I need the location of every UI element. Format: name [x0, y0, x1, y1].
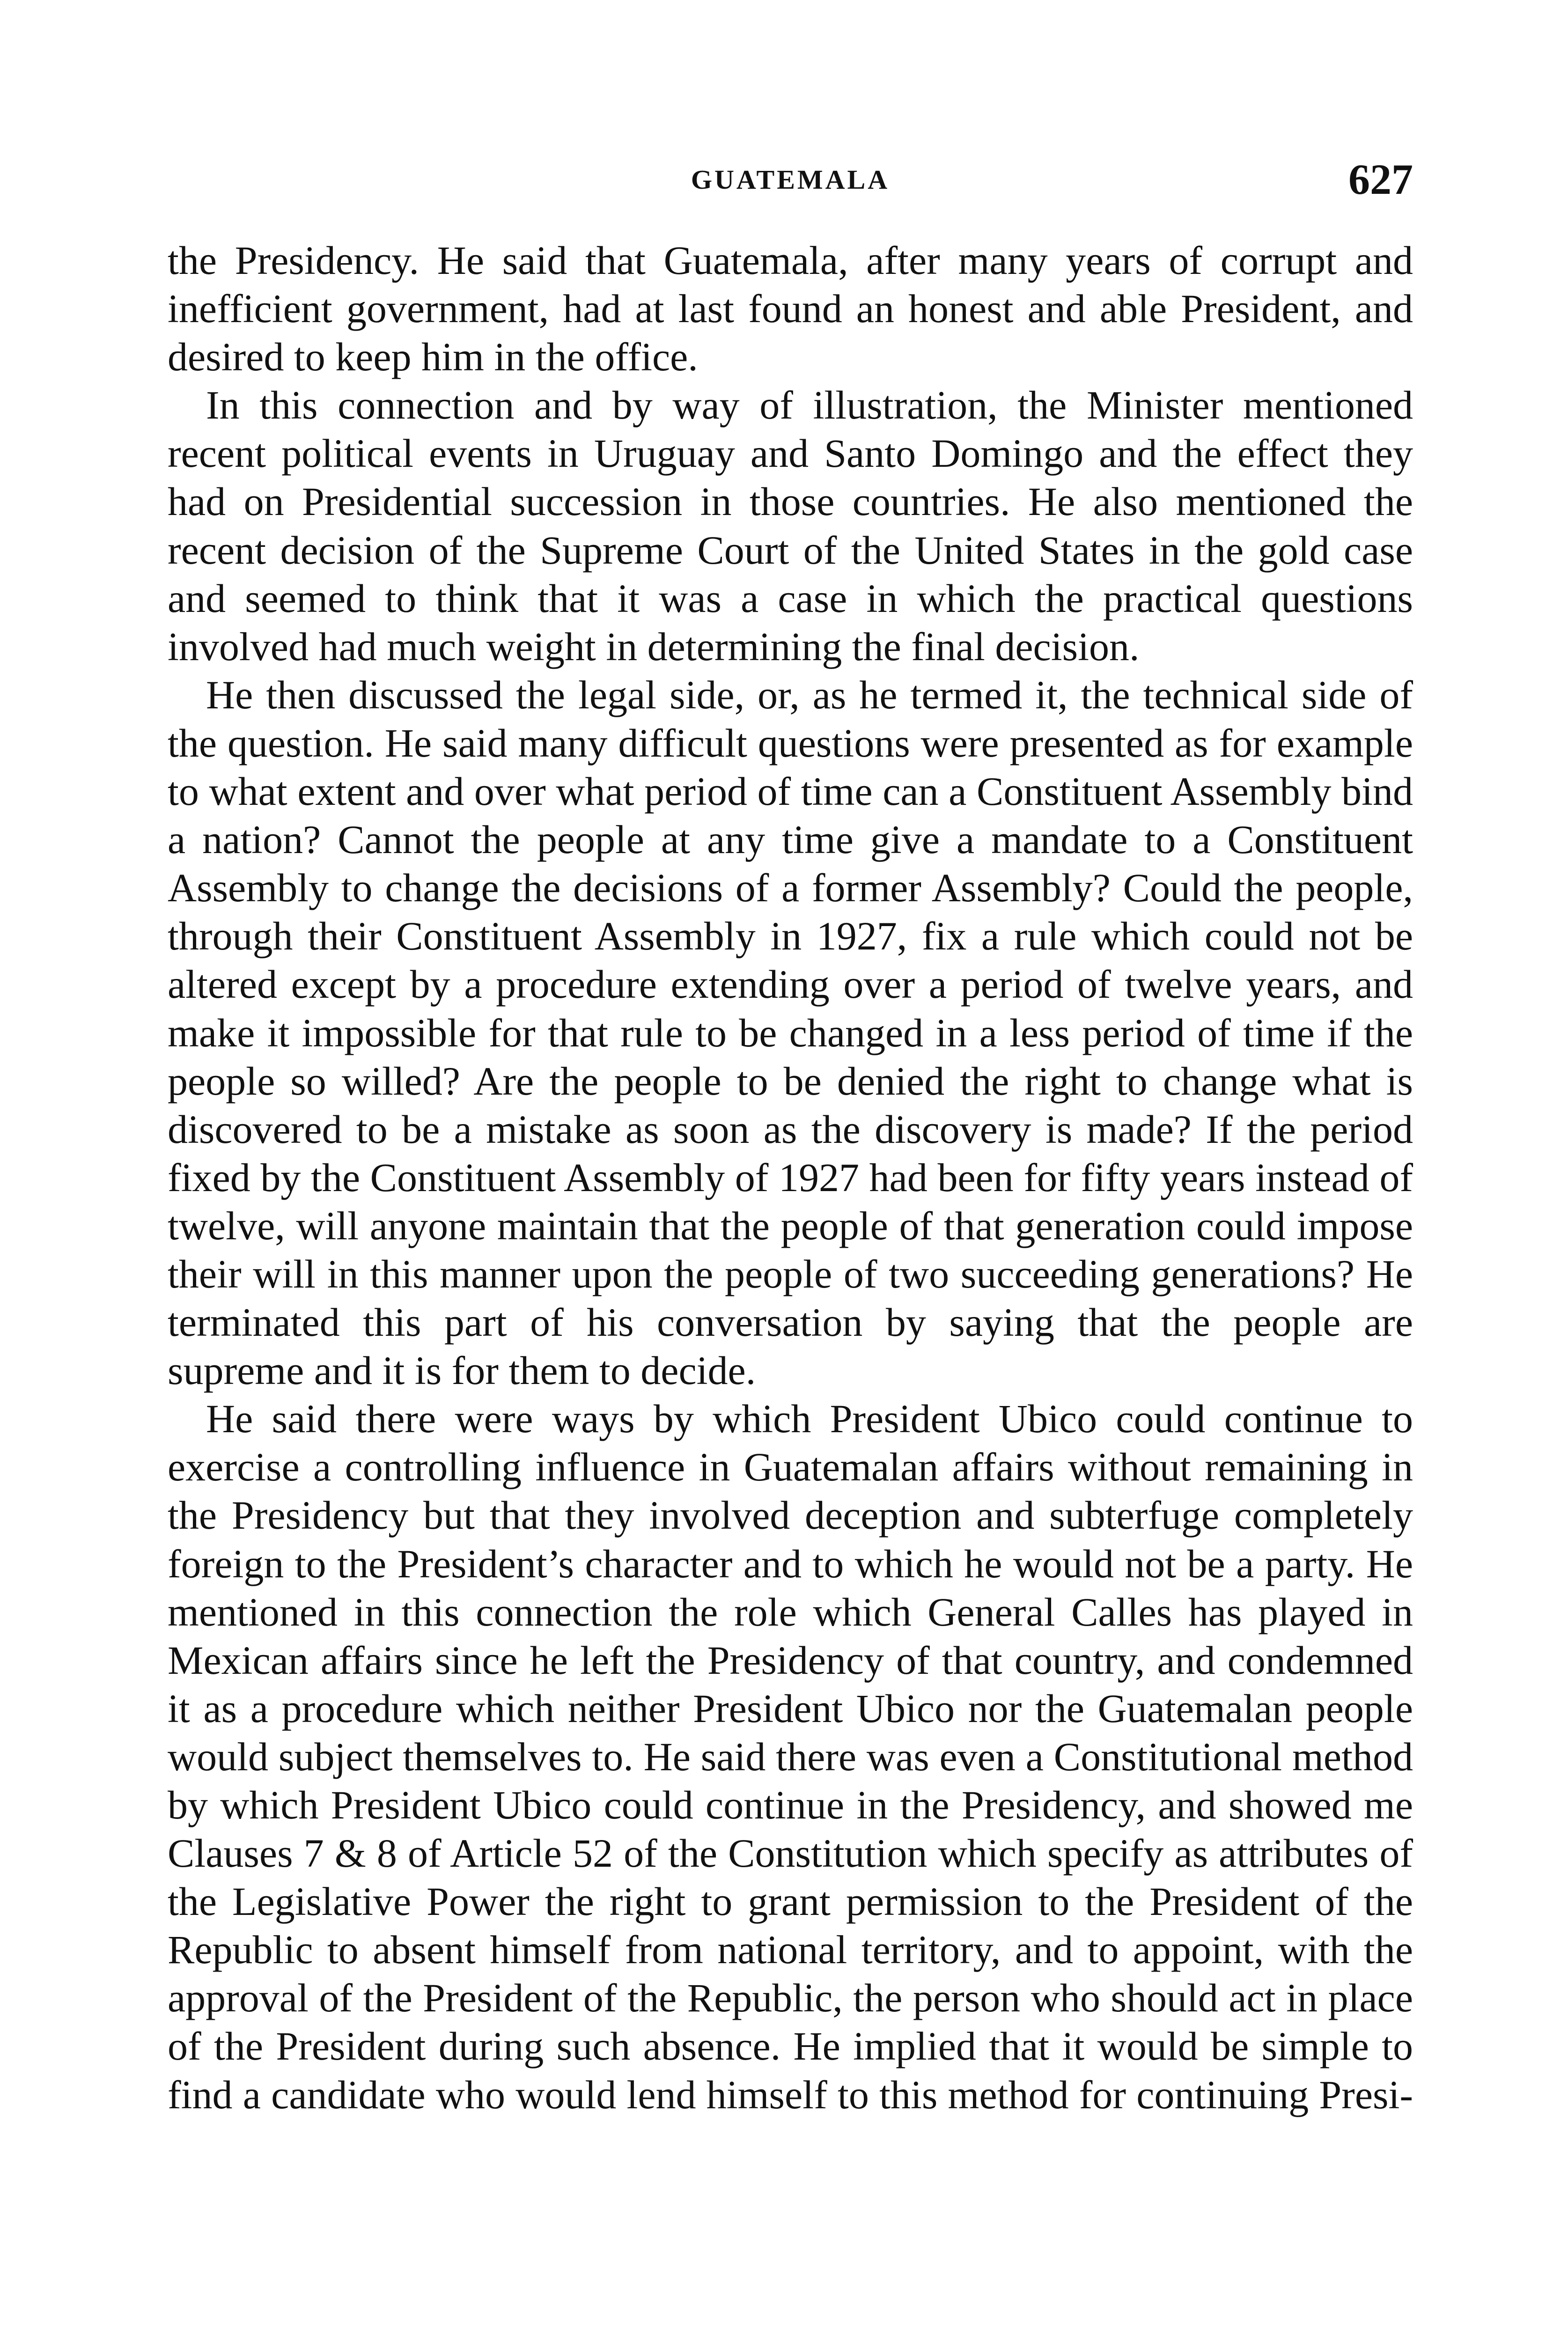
paragraph-2: In this connection and by way of illustration, the Minister mentioned recent political events in Uruguay and Santo Domingo and the effect they had on Presidential succession in those countries. He also mentioned the recent decision of the Supreme Court of the United States in the gold case and seemed to think that it was a case in which the practical questions involved had much weight in determining the final decision. — [168, 383, 1413, 669]
page-number: 627 — [1348, 155, 1413, 203]
body-text — [168, 236, 1413, 2119]
paragraph-4: He said there were ways by which President Ubico could continue to exercise a controlling influence in Guatemalan affairs without remaining in the Presidency but that they involved deception and subterfuge completely foreign to the President’s character and to which he would not be a party. He mentioned in this connection the role which General Calles has played in Mexican affairs since he left the Presidency of that country, and condemned it as a procedure which neither President Ubico nor the Guatemalan people would subject themselves to. He said there was even a Constitutional method by which President Ubico could continue in the Presidency, and showed me Clauses 7 & 8 of Article 52 of the Constitution which specify as attributes of the Legislative Power the right to grant permission to the President of the Republic to absent himself from national territory, and to appoint, with the approval of the President of the Republic, the person who should act in place of the President during such absence. He implied that it would be simple to find a candidate who would lend himself to this method for continuing Presi- — [168, 1396, 1413, 2117]
page-header — [168, 155, 1413, 206]
running-head: GUATEMALA — [691, 164, 890, 195]
paragraph-3: He then discussed the legal side, or, as he termed it, the technical side of the question. He said many difficult questions were presented as for example to what extent and over what period of time can a Constituent Assembly bind a nation? Cannot the people at any time give a mandate to a Constituent Assembly to change the decisions of a former Assembly? Could the people, through their Constituent Assembly in 1927, fix a rule which could not be altered except by a procedure extending over a period of twelve years, and make it impossible for that rule to be changed in a less period of time if the people so willed? Are the people to be denied the right to change what is discovered to be a mistake as soon as the discovery is made? If the period fixed by the Constituent Assembly of 1927 had been for fifty years instead of twelve, will anyone maintain that the people of that generation could impose their will in this manner upon the people of two succeeding generations? He terminated this part of his conversation by saying that the people are supreme and it is for them to decide. — [168, 672, 1413, 1393]
paragraph-1: the Presidency. He said that Guatemala, after many years of corrupt and inefficient government, had at last found an honest and able President, and desired to keep him in the office. — [168, 238, 1413, 380]
